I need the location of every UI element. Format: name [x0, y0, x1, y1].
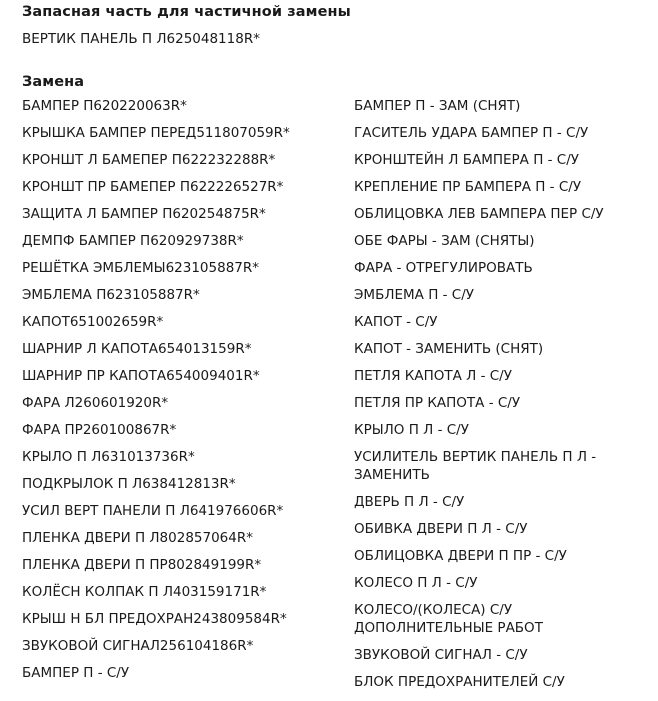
part-item: РЕШЁТКА ЭМБЛЕМЫ623105887R* — [22, 260, 260, 276]
part-item: ПЛЕНКА ДВЕРИ П Л802857064R* — [22, 530, 253, 546]
operation-item: КОЛЕСО П Л - С/У — [354, 575, 478, 591]
part-item: ЭМБЛЕМА П623105887R* — [22, 287, 200, 303]
part-item: ФАРА Л260601920R* — [22, 395, 169, 411]
operation-item: КАПОТ - С/У — [354, 314, 438, 330]
part-item: ДЕМПФ БАМПЕР П620929738R* — [22, 233, 244, 249]
part-item: КРОНШТ Л БАМЕПЕР П622232288R* — [22, 152, 276, 168]
operation-item: ЗВУКОВОЙ СИГНАЛ - С/У — [354, 647, 528, 663]
part-item: БАМПЕР П620220063R* — [22, 98, 187, 114]
operation-item: УСИЛИТЕЛЬ ВЕРТИК ПАНЕЛЬ П Л - ЗАМЕНИТЬ — [354, 449, 597, 483]
replacement-operations-list — [354, 97, 644, 700]
part-item: КРОНШТ ПР БАМЕПЕР П622226527R* — [22, 179, 284, 195]
operation-item: ФАРА - ОТРЕГУЛИРОВАТЬ — [354, 260, 533, 276]
operation-item: ДВЕРЬ П Л - С/У — [354, 494, 465, 510]
operation-item: КРОНШТЕЙН Л БАМПЕРА П - С/У — [354, 152, 579, 168]
operation-item: ОБИВКА ДВЕРИ П Л - С/У — [354, 521, 528, 537]
part-item: КАПОТ651002659R* — [22, 314, 164, 330]
operation-item: КАПОТ - ЗАМЕНИТЬ (СНЯТ) — [354, 341, 544, 357]
part-item: КРЫШ Н БЛ ПРЕДОХРАН243809584R* — [22, 611, 287, 627]
part-item: ШАРНИР ПР КАПОТА654009401R* — [22, 368, 260, 384]
partial-replacement-item: ВЕРТИК ПАНЕЛЬ П Л625048118R* — [22, 31, 260, 47]
operation-item: КРЫЛО П Л - С/У — [354, 422, 469, 438]
operation-item: ЭМБЛЕМА П - С/У — [354, 287, 474, 303]
operation-item: БАМПЕР П - ЗАМ (СНЯТ) — [354, 98, 521, 114]
replacement-parts-list — [22, 97, 342, 691]
part-item: ФАРА ПР260100867R* — [22, 422, 177, 438]
part-item: КОЛЁСН КОЛПАК П Л403159171R* — [22, 584, 267, 600]
part-item: КРЫШКА БАМПЕР ПЕРЕД511807059R* — [22, 125, 290, 141]
part-item: КРЫЛО П Л631013736R* — [22, 449, 195, 465]
operation-item: ПЕТЛЯ КАПОТА Л - С/У — [354, 368, 512, 384]
part-item: ЗАЩИТА Л БАМПЕР П620254875R* — [22, 206, 266, 222]
part-item: БАМПЕР П - С/У — [22, 665, 130, 681]
operation-item: БЛОК ПРЕДОХРАНИТЕЛЕЙ С/У — [354, 674, 565, 690]
replacement-heading: Замена — [22, 74, 85, 90]
operation-item: КОЛЕСО/(КОЛЕСА) С/У ДОПОЛНИТЕЛЬНЫЕ РАБОТ — [354, 602, 543, 636]
operation-item: ОБЛИЦОВКА ДВЕРИ П ПР - С/У — [354, 548, 567, 564]
part-item: ШАРНИР Л КАПОТА654013159R* — [22, 341, 252, 357]
operation-item: ОБЛИЦОВКА ЛЕВ БАМПЕРА ПЕР С/У — [354, 206, 604, 222]
part-item: УСИЛ ВЕРТ ПАНЕЛИ П Л641976606R* — [22, 503, 284, 519]
operation-item: ГАСИТЕЛЬ УДАРА БАМПЕР П - С/У — [354, 125, 589, 141]
operation-item: ПЕТЛЯ ПР КАПОТА - С/У — [354, 395, 521, 411]
part-item: ПЛЕНКА ДВЕРИ П ПР802849199R* — [22, 557, 262, 573]
operation-item: КРЕПЛЕНИЕ ПР БАМПЕРА П - С/У — [354, 179, 582, 195]
operation-item: ОБЕ ФАРЫ - ЗАМ (СНЯТЫ) — [354, 233, 535, 249]
part-item: ПОДКРЫЛОК П Л638412813R* — [22, 476, 236, 492]
part-item: ЗВУКОВОЙ СИГНАЛ256104186R* — [22, 638, 254, 654]
partial-replacement-heading: Запасная часть для частичной замены — [22, 4, 351, 20]
